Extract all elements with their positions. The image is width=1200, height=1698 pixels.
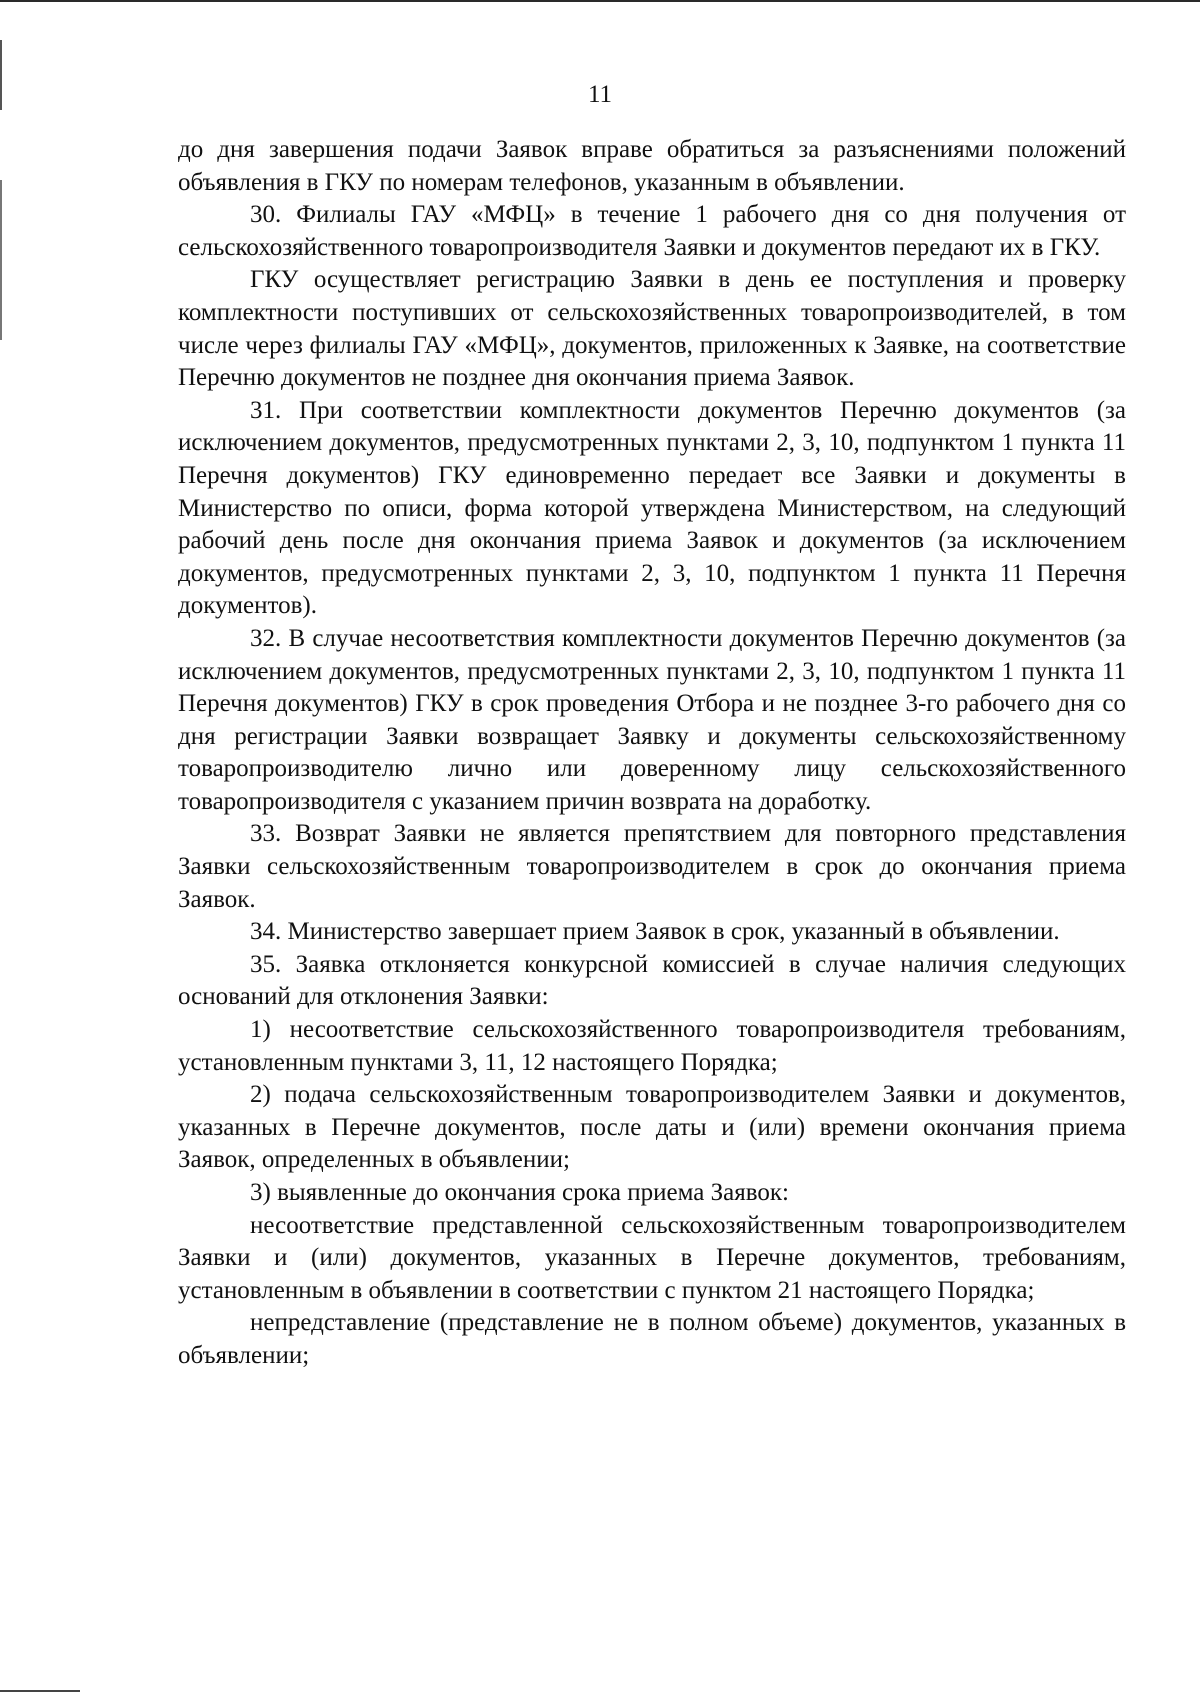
paragraph-continuation: до дня завершения подачи Заявок вправе обратиться за разъяснениями положений объявления в ГКУ по номерам телефонов, указанным в объявлении. xyxy=(178,136,1126,196)
list-item-2: 2) подача сельскохозяйственным товаропроизводителем Заявки и документов, указанных в Перечне документов, после даты и (или) времени окончания приема Заявок, определенных в объявлении; xyxy=(178,1081,1126,1174)
paragraph-33: 33. Возврат Заявки не является препятствием для повторного представления Заявки сельскохозяйственным товаропроизводителем в срок до окончания приема Заявок. xyxy=(178,820,1126,913)
scan-edge-left-lower xyxy=(0,180,2,340)
list-item-3: 3) выявленные до окончания срока приема Заявок: xyxy=(250,1179,789,1206)
sub-item-noncompliance: несоответствие представленной сельскохозяйственным товаропроизводителем Заявки и (или) документов, указанных в Перечне документов, требованиям, установленным в объявлении в соответствии с пунктом 21 настоящего Порядка; xyxy=(178,1211,1126,1304)
paragraph-32: 32. В случае несоответствия комплектности документов Перечню документов (за исключением документов, предусмотренных пунктами 2, 3, 10, подпунктом 1 пункта 11 Перечня документов) ГКУ в срок проведения Отбора и не позднее 3-го рабочего дня со дня регистрации Заявки возвращает Заявку и документы сельскохозяйственному товаропроизводителю лично или доверенному лицу сельскохозяйственного товаропроизводителя с указанием причин возврата на доработку. xyxy=(178,624,1126,815)
paragraph-gku-registration: ГКУ осуществляет регистрацию Заявки в день ее поступления и проверку комплектности поступивших от сельскохозяйственных товаропроизводителей, в том числе через филиалы ГАУ «МФЦ», документов, приложенных к Заявке, на соответствие Перечню документов не позднее дня окончания приема Заявок. xyxy=(178,266,1126,392)
sub-item-nonsubmission: непредставление (представление не в полном объеме) документов, указанных в объявлении; xyxy=(178,1309,1126,1369)
paragraph-30: 30. Филиалы ГАУ «МФЦ» в течение 1 рабочего дня со дня получения от сельскохозяйственного товаропроизводителя Заявки и документов передают их в ГКУ. xyxy=(178,201,1126,261)
paragraph-31: 31. При соответствии комплектности документов Перечню документов (за исключением документов, предусмотренных пунктами 2, 3, 10, подпунктом 1 пункта 11 Перечня документов) ГКУ единовременно передает все Заявки и документы в Министерство по описи, форма которой утверждена Министерством, на следующий рабочий день после дня окончания приема Заявок и документов (за исключением документов, предусмотренных пунктами 2, 3, 10, подпунктом 1 пункта 11 Перечня документов). xyxy=(178,396,1126,620)
list-item-1: 1) несоответствие сельскохозяйственного товаропроизводителя требованиям, установленным пунктами 3, 11, 12 настоящего Порядка; xyxy=(178,1016,1126,1076)
scan-edge-bottom xyxy=(0,1690,80,1692)
paragraph-34: 34. Министерство завершает прием Заявок в срок, указанный в объявлении. xyxy=(250,918,1060,946)
document-body xyxy=(178,134,1126,1373)
paragraph-35: 35. Заявка отклоняется конкурсной комиссией в случае наличия следующих оснований для отклонения Заявки: xyxy=(178,950,1126,1011)
page-number: 11 xyxy=(587,81,613,108)
scan-edge-top xyxy=(0,0,1200,2)
